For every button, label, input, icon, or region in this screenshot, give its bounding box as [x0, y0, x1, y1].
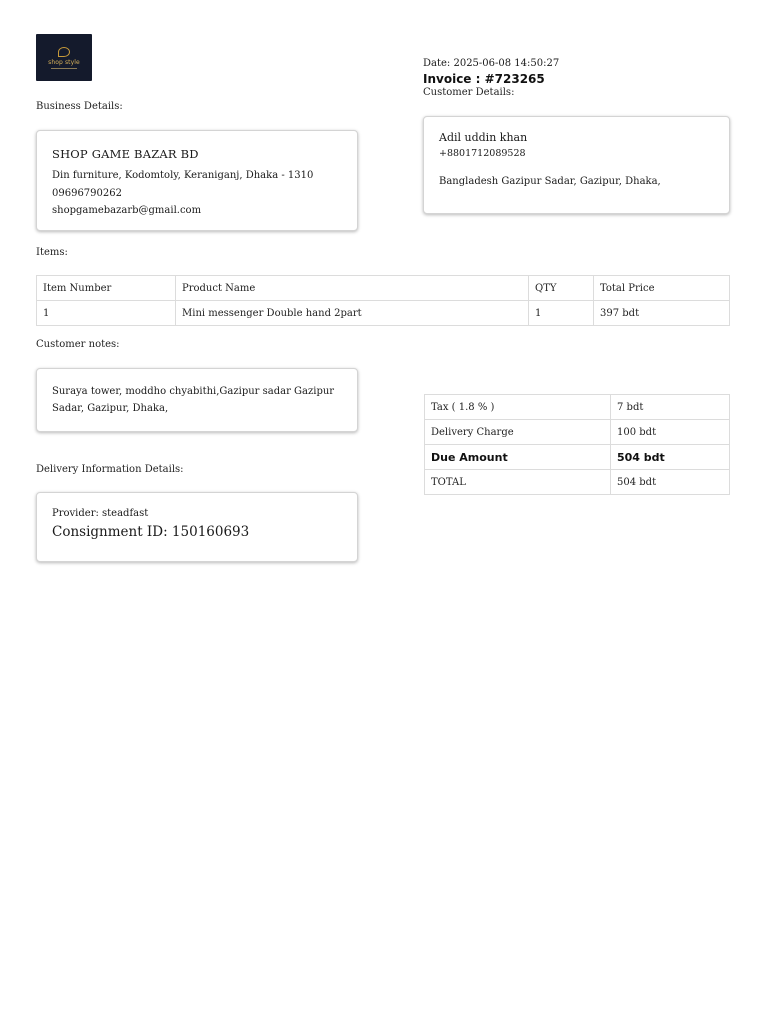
items-header-row [37, 276, 730, 301]
business-phone: 09696790262 [52, 187, 122, 199]
total-value: 504 bdt [611, 470, 730, 495]
business-details-label: Business Details: [36, 101, 123, 112]
invoice-date: Date: 2025-06-08 14:50:27 [423, 58, 560, 69]
shop-logo [36, 34, 92, 81]
customer-notes-text: Suraya tower, moddho chyabithi,Gazipur sadar Gazipur Sadar, Gazipur, Dhaka, [52, 386, 335, 414]
logo-mark-icon [58, 47, 70, 57]
business-details-card [36, 130, 358, 231]
business-name: SHOP GAME BAZAR BD [52, 147, 199, 161]
tax-row [425, 395, 730, 420]
items-label: Items: [36, 247, 68, 258]
business-email: shopgamebazarb@gmail.com [52, 205, 202, 216]
due-amount-value: 504 bdt [611, 445, 730, 470]
delivery-info-label: Delivery Information Details: [36, 464, 184, 475]
delivery-charge-row [425, 420, 730, 445]
cell-qty: 1 [529, 301, 594, 326]
delivery-info-card [36, 492, 358, 562]
business-address: Din furniture, Kodomtoly, Keraniganj, Dhaka - 1310 [52, 170, 314, 181]
customer-name: Adil uddin khan [439, 131, 528, 144]
logo-text: shop style [48, 58, 80, 66]
totals-table [424, 394, 730, 495]
cell-total-price: 397 bdt [594, 301, 730, 326]
table-row [37, 301, 730, 326]
column-header-qty: QTY [529, 276, 594, 301]
customer-notes-label: Customer notes: [36, 339, 120, 350]
tax-label: Tax ( 1.8 % ) [425, 395, 611, 420]
total-row [425, 470, 730, 495]
delivery-charge-value: 100 bdt [611, 420, 730, 445]
customer-notes-card [36, 368, 358, 432]
tax-value: 7 bdt [611, 395, 730, 420]
consignment-id: Consignment ID: 150160693 [52, 524, 250, 540]
customer-details-label: Customer Details: [423, 87, 515, 98]
invoice-number: Invoice : #723265 [423, 72, 545, 86]
delivery-charge-label: Delivery Charge [425, 420, 611, 445]
logo-underline [51, 68, 77, 69]
due-amount-row [425, 445, 730, 470]
cell-item-number: 1 [37, 301, 176, 326]
customer-address: Bangladesh Gazipur Sadar, Gazipur, Dhaka, [439, 176, 661, 187]
items-table [36, 275, 730, 326]
customer-details-card [423, 116, 730, 214]
total-label: TOTAL [425, 470, 611, 495]
due-amount-label: Due Amount [425, 445, 611, 470]
delivery-provider: Provider: steadfast [52, 508, 149, 519]
column-header-total-price: Total Price [594, 276, 730, 301]
column-header-product-name: Product Name [176, 276, 529, 301]
cell-product-name: Mini messenger Double hand 2part [176, 301, 529, 326]
column-header-item-number: Item Number [37, 276, 176, 301]
customer-phone: +8801712089528 [439, 148, 526, 159]
